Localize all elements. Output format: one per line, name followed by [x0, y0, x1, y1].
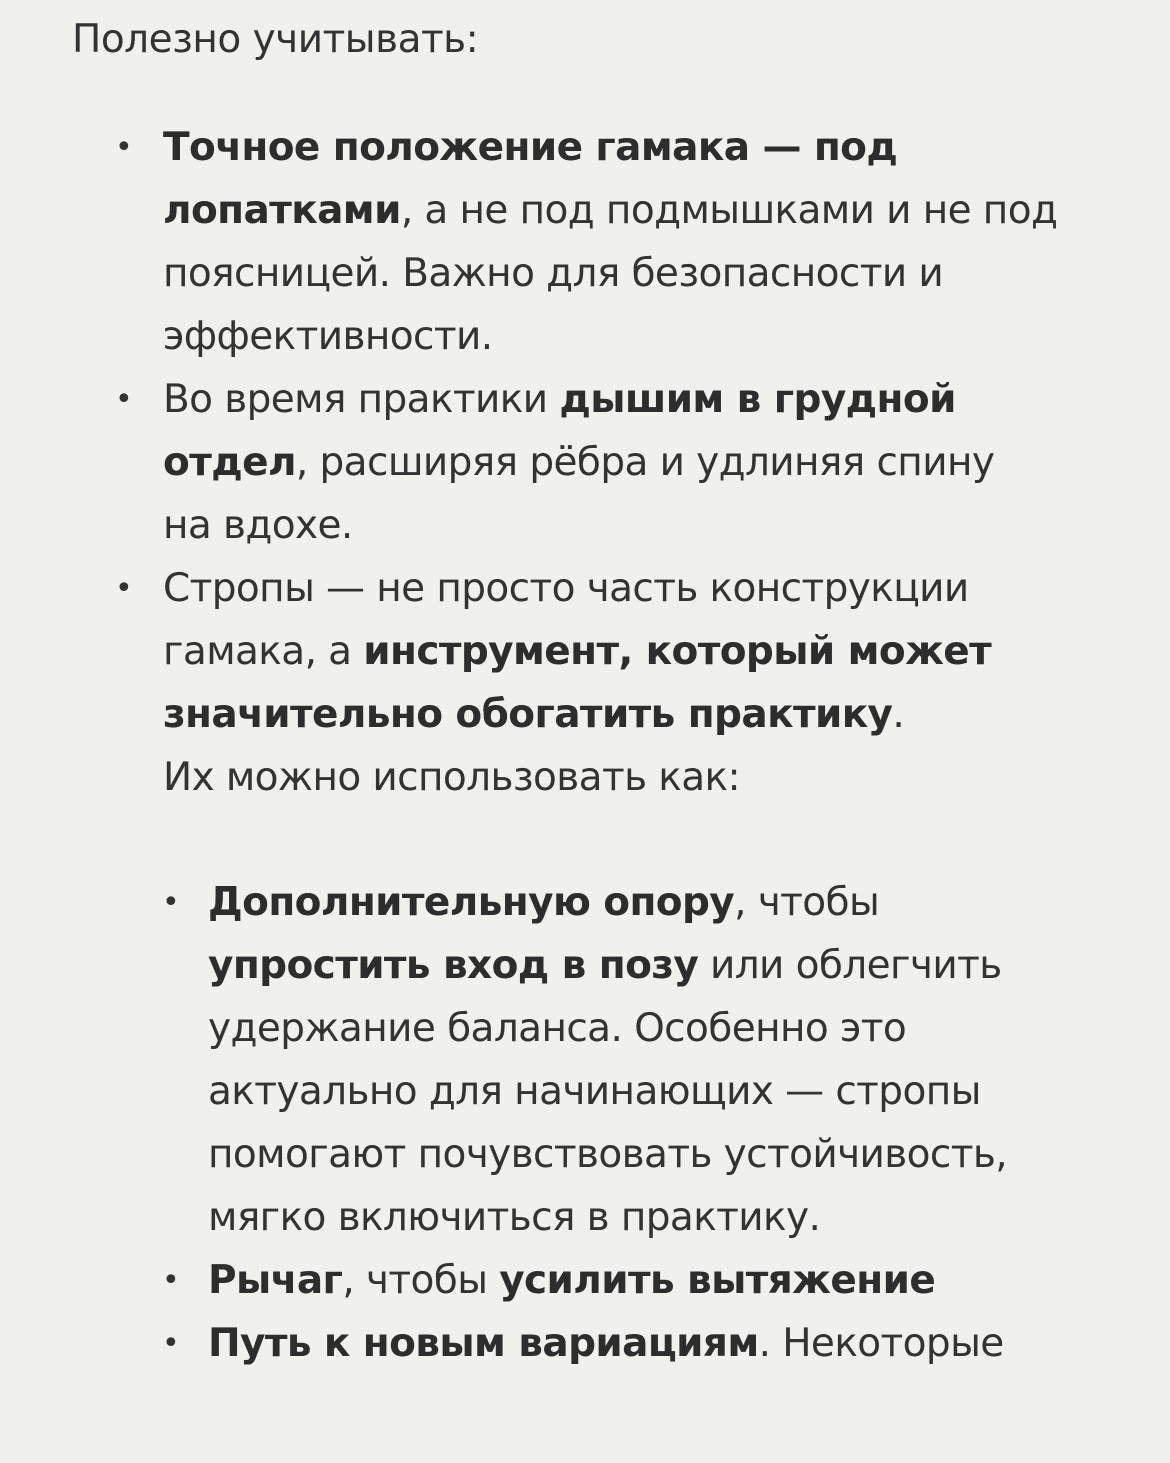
bold-text: упростить вход в позу — [208, 943, 699, 988]
bold-text: дышим в грудной отдел — [163, 377, 956, 485]
list-item — [163, 557, 1023, 1375]
list-item — [208, 1249, 1108, 1312]
bold-text: Дополнительную опору — [208, 880, 735, 925]
item-text: . — [892, 692, 905, 737]
list-item — [163, 368, 1043, 557]
item-text: , чтобы — [342, 1258, 500, 1303]
item-text: Стропы — не просто часть конструкции гамака, а — [163, 566, 969, 674]
bold-text: Путь к новым вариациям — [208, 1321, 759, 1366]
bold-text: усилить вытяжение — [499, 1258, 936, 1303]
item-text: или облегчить удержание баланса. Особенно это актуально для начинающих — стропы помогают почувствовать устойчивость, мягко включиться в практику. — [208, 943, 1008, 1240]
intro-text: Полезно учитывать: — [72, 17, 479, 62]
item-text: Во время практики — [163, 377, 560, 422]
list-item — [208, 871, 1093, 1249]
sub-list — [208, 871, 1023, 1375]
tips-list — [163, 116, 1123, 1375]
item-text: , а не под подмышками и не под поясницей. Важно для безопасности и эффективности. — [163, 188, 1058, 359]
bold-text: Точное положение гамака — под лопатками — [163, 125, 898, 233]
list-item — [163, 116, 1098, 368]
bold-text: Рычаг — [208, 1258, 343, 1303]
item-text: , расширяя рёбра и удлиняя спину на вдохе. — [163, 440, 995, 548]
item-text: Их можно использовать как: — [163, 755, 741, 800]
item-text: , чтобы — [734, 880, 880, 925]
item-text: . Некоторые — [758, 1321, 1004, 1366]
bold-text: инструмент, который может значительно обогатить практику — [163, 629, 992, 737]
list-item — [208, 1312, 1108, 1375]
